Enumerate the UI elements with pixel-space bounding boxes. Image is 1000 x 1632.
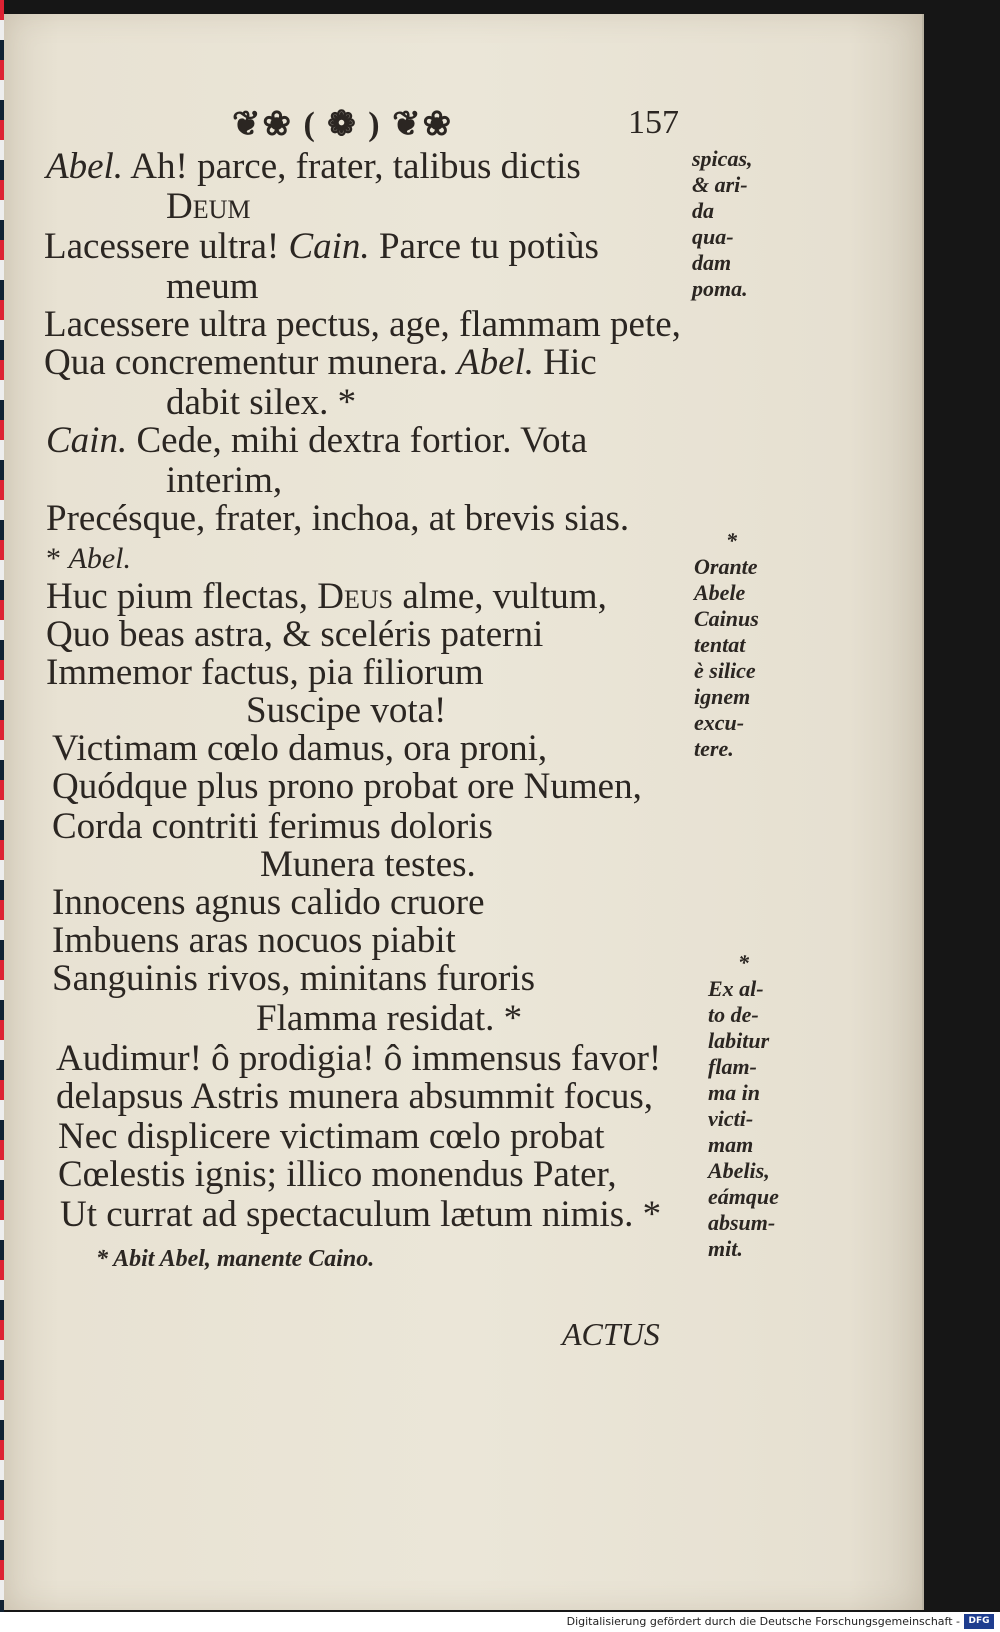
marginal-line: Ex al- xyxy=(708,976,764,1001)
text-line-10: Precésque, frater, inchoa, at brevis sias. xyxy=(46,498,630,539)
marginal-line: mam xyxy=(708,1132,754,1157)
text-line-25: delapsus Astris munera absummit focus, xyxy=(56,1076,654,1117)
marginal-line: victi- xyxy=(708,1106,754,1131)
page-number: 157 xyxy=(628,104,679,141)
dfg-logo: DFG xyxy=(964,1614,994,1629)
speaker-label: Cain. xyxy=(288,226,370,267)
marginal-line: Cainus xyxy=(694,606,759,631)
text-line-2: Deum xyxy=(166,186,251,227)
marginal-line: dam xyxy=(692,250,732,275)
line-text: alme, vultum, xyxy=(393,576,607,617)
text-line-8 xyxy=(46,422,587,459)
marginal-line: da xyxy=(692,198,714,223)
footer-credit: Digitalisierung gefördert durch die Deutsche Forschungsgemeinschaft - xyxy=(566,1615,960,1628)
marginal-line: & ari- xyxy=(692,172,748,197)
text-line-4: meum xyxy=(166,266,259,307)
footnote: * Abit Abel, manente Caino. xyxy=(96,1246,375,1272)
marginal-line: Orante xyxy=(694,554,758,579)
text-line-28: Ut currat ad spectaculum lætum nimis. * xyxy=(60,1194,662,1235)
marginal-line: * xyxy=(738,950,749,975)
deus-caps: Deus xyxy=(317,576,394,617)
text-line-20: Innocens agnus calido cruore xyxy=(52,882,485,923)
marginal-note-2 xyxy=(694,528,759,762)
marginal-line: excu- xyxy=(694,710,745,735)
text-line-26: Nec displicere victimam cœlo probat xyxy=(58,1116,605,1157)
text-line-15: Suscipe vota! xyxy=(246,690,447,731)
marginal-line: mit. xyxy=(708,1236,743,1261)
marginal-line: Abelis, xyxy=(708,1158,770,1183)
line-text: Huc pium flectas, xyxy=(46,576,318,617)
line-text: Parce tu potiùs xyxy=(369,226,599,267)
text-line-18: Corda contriti ferimus doloris xyxy=(52,806,493,847)
marginal-line: poma. xyxy=(692,276,748,301)
marginal-line: to de- xyxy=(708,1002,759,1027)
line-text: Qua concrementur munera. xyxy=(44,342,457,383)
marginal-line: labitur xyxy=(708,1028,770,1053)
text-line-5: Lacessere ultra pectus, age, flammam pete, xyxy=(44,304,681,345)
text-line-3 xyxy=(44,228,599,265)
text-line-27: Cœlestis ignis; illico monendus Pater, xyxy=(58,1154,617,1195)
text-line-24: Audimur! ô prodigia! ô immensus favor! xyxy=(56,1038,662,1079)
marginal-line: flam- xyxy=(708,1054,757,1079)
line-text: Lacessere ultra! xyxy=(44,226,289,267)
header-ornament: ❦❀ ( ❁ ) ❦❀ xyxy=(232,106,454,143)
marginal-line: tentat xyxy=(694,632,746,657)
catchword: ACTUS xyxy=(562,1316,660,1352)
text-line-12 xyxy=(46,578,607,615)
text-line-9: interim, xyxy=(166,460,283,501)
marginal-line: è silice xyxy=(694,658,756,683)
marginal-line: tere. xyxy=(694,736,734,761)
marginal-line: absum- xyxy=(708,1210,776,1235)
marginal-note-1 xyxy=(692,146,753,302)
marginal-line: ignem xyxy=(694,684,751,709)
text-line-1 xyxy=(46,148,581,185)
text-line-14: Immemor factus, pia filiorum xyxy=(46,652,484,693)
text-line-21: Imbuens aras nocuos piabit xyxy=(52,920,456,961)
marginal-line: spicas, xyxy=(692,146,753,171)
speaker-label: Abel. xyxy=(68,542,131,575)
marginal-note-3 xyxy=(708,950,779,1262)
text-line-13: Quo beas astra, & sceléris paterni xyxy=(46,614,544,655)
text-line-23: Flamma residat. * xyxy=(256,998,523,1039)
text-line-6 xyxy=(44,344,597,381)
speaker-label: Cain. xyxy=(46,420,128,461)
speaker-label: Abel. xyxy=(46,146,124,187)
text-line-7: dabit silex. * xyxy=(166,382,357,423)
line-text: * xyxy=(46,542,69,575)
text-line-17: Quódque plus prono probat ore Numen, xyxy=(52,766,642,807)
text-line-22: Sanguinis rivos, minitans furoris xyxy=(52,958,536,999)
line-text: Ah! parce, frater, talibus dictis xyxy=(123,146,581,187)
speaker-label: Abel. xyxy=(456,342,535,383)
marginal-line: qua- xyxy=(692,224,734,249)
marginal-line: * xyxy=(726,528,737,553)
text-line-16: Victimam cœlo damus, ora proni, xyxy=(52,728,548,769)
line-text: Hic xyxy=(534,342,597,383)
marginal-line: eámque xyxy=(708,1184,779,1209)
marginal-line: ma in xyxy=(708,1080,760,1105)
text-line-11 xyxy=(46,540,131,577)
line-text: Cede, mihi dextra fortior. Vota xyxy=(127,420,588,461)
marginal-line: Abele xyxy=(694,580,746,605)
text-line-19: Munera testes. xyxy=(260,844,476,885)
